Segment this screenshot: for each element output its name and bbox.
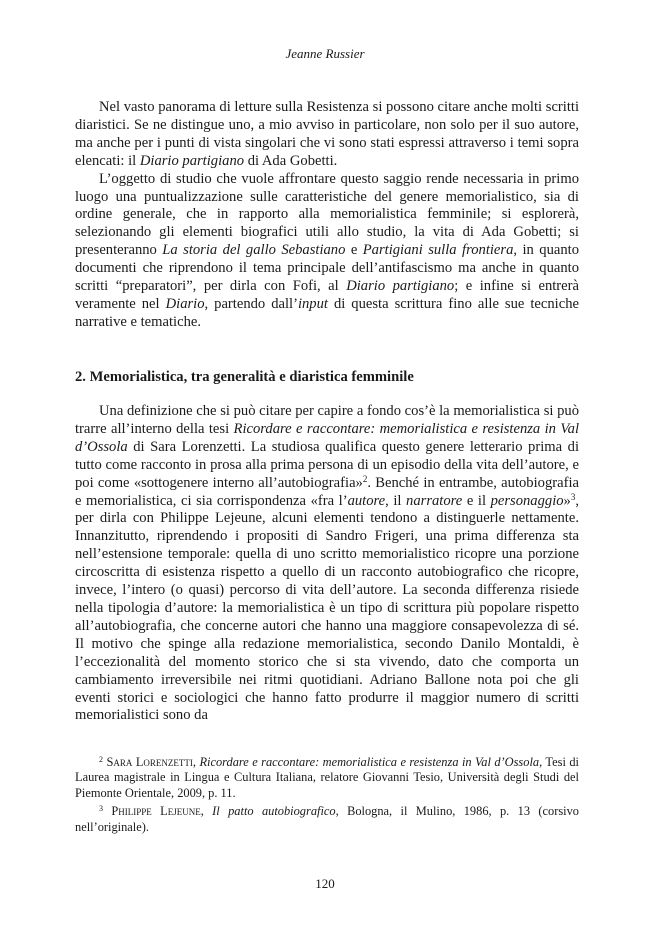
footnote-mark: 2 <box>99 755 103 764</box>
running-header: Jeanne Russier <box>285 46 365 61</box>
footnote-3: $^3$ Philippe Lejeune, Il patto autobiografico, Bologna, il Mulino, 1986, p. 13 (corsivo nell’originale). <box>75 804 579 834</box>
footnote-ref-3[interactable]: 3 <box>570 491 576 502</box>
intro-text <box>75 99 579 332</box>
page-number: 120 <box>315 876 335 891</box>
footnote-mark: 3 <box>99 804 103 814</box>
footnote-author: Sara Lorenzetti <box>106 755 193 769</box>
paragraph: Una definizione che si può citare per capire a fondo cos’è la memorialistica si può trarre all’interno della tesi Ricordare e raccontare: memorialistica e resistenza in Val d’Ossola di Sara Lorenzetti. La studiosa qualifica questo genere letterario prima di tutto come racconto in prosa alla prima persona di un episodio della vita dell’autore, e poi come «sottogenere interno all’autobiografia»$^2$. Benché in entrambe, autobiografia e memorialistica, ci sia corrispondenza «fra l’autore, il narratore e il personaggio»$^3$, per dirla con Philippe Lejeune, alcuni elementi tendono a distinguerle nettamente. Innanzitutto, riprendendo i propositi di Sandro Frigeri, una prima differenza sta nell’estensione temporale: quella di uno scritto memorialistico ricopre una porzione circoscritta di esistenza rispetto a quello di un racconto autobiografico che ricopre, invece, l’intero (o quasi) percorso di vita dell’autore. La seconda differenza risiede nella tipologia d’autore: la memorialistica è un tipo di scrittura più popolare rispetto all’autobiografia, che concerne autori che hanno una maggiore consapevolezza di sé. Il motivo che spinge alla redazione memorialistica, secondo Danilo Montaldi, è l’eccezionalità del momento storico che si sta vivendo, dato che comporta un cambiamento irreversibile nei ritmi quotidiani. Adriano Ballone nota poi che gli eventi storici e sociologici che hanno fatto produrre il maggior numero di scritti memorialistici sono da <box>75 403 579 724</box>
footnote-ref-2[interactable]: 2 <box>362 473 368 484</box>
section-heading: 2. Memorialistica, tra generalità e diaristica femminile <box>75 369 414 385</box>
footnote-title: Ricordare e raccontare: memorialistica e resistenza in Val d’Ossola <box>199 755 540 769</box>
paragraph: Nel vasto panorama di letture sulla Resistenza si possono citare anche molti scritti diaristici. Se ne distingue uno, a mio avviso in particolare, non solo per il suo autore, ma anche per i punti di vista singolari che vi sono stati espressi attraverso i temi sopra elencati: il Diario partigiano di Ada Gobetti. <box>75 99 579 169</box>
section-text <box>75 403 579 725</box>
paragraph: L’oggetto di studio che vuole affrontare questo saggio rende necessaria in primo luogo una puntualizzazione sulle caratteristiche del genere memorialistico, sia di ordine generale, che in rapporto alla memorialistica femminile; si esplorerà, selezionando gli elementi biografici utili allo studio, la vita di Ada Gobetti; si presenteranno La storia del gallo Sebastiano e Partigiani sulla frontiera, in quanto documenti che riprendono il tema principale dell’antifascismo ma anche in quanto scritti “preparatori”, per dirla con Fofi, al Diario partigiano; e infine si entrerà veramente nel Diario, partendo dall’input di questa scrittura fino alle sue tecniche narrative e tematiche. <box>75 170 579 330</box>
footnote-2: $^2$ Sara Lorenzetti, Ricordare e raccontare: memorialistica e resistenza in Val d’Ossola, Tesi di Laurea magistrale in Lingua e Cultura Italiana, relatore Giovanni Tesio, Università degli Studi del Piemonte Orientale, 2009, p. 11. <box>75 755 579 800</box>
footnote-title: Il patto autobiografico <box>212 804 336 819</box>
footnote-author: Philippe Lejeune <box>111 804 201 819</box>
footnotes <box>75 752 579 835</box>
